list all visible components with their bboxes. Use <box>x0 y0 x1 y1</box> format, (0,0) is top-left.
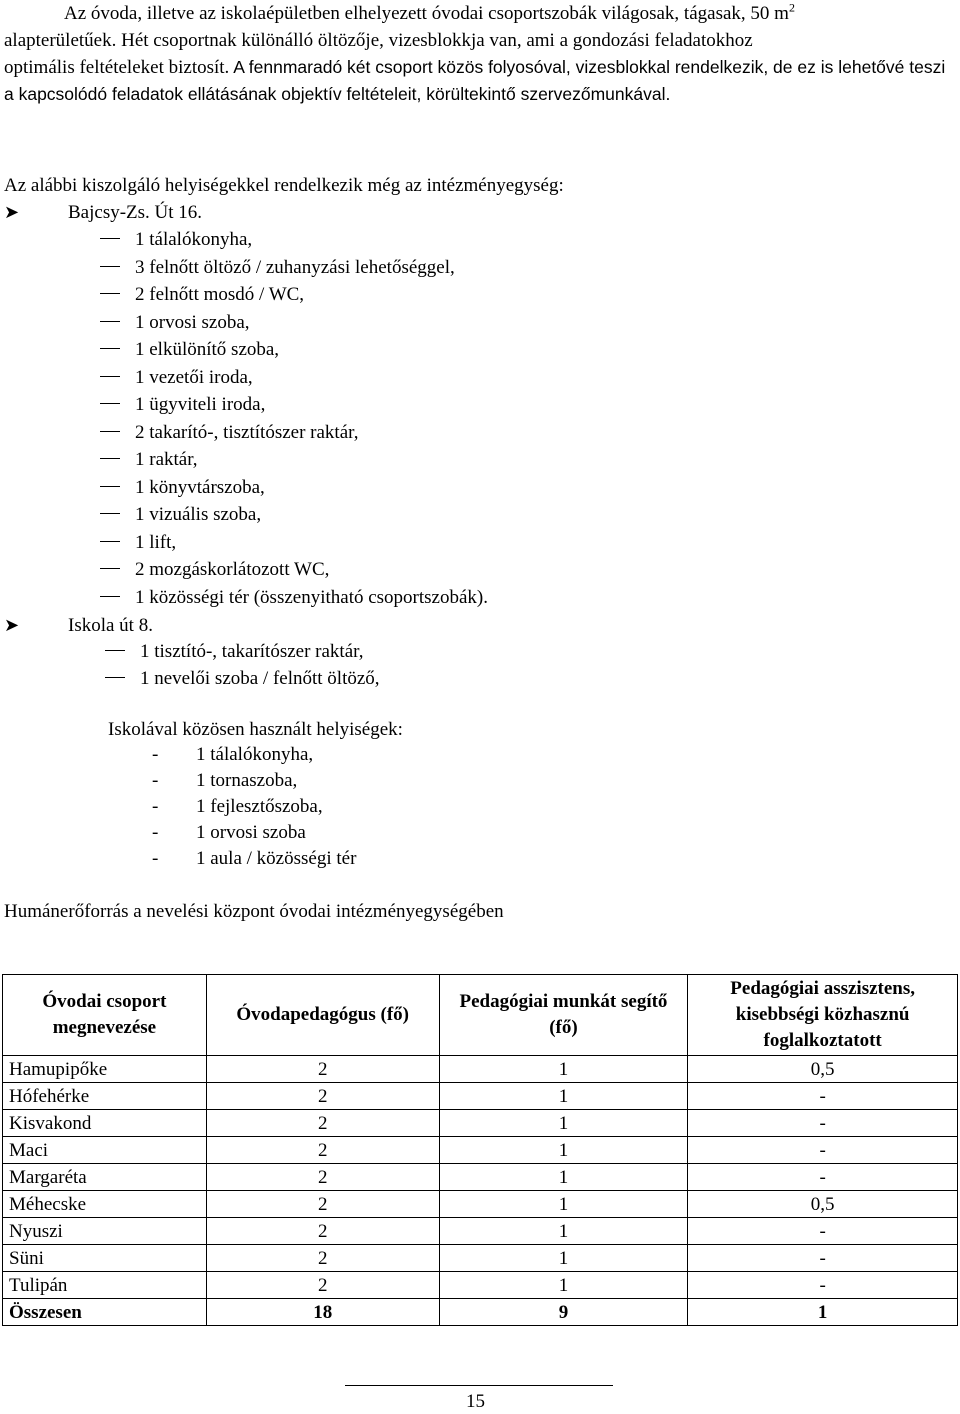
list-item <box>100 584 488 611</box>
cell-value: 2 <box>206 1056 439 1083</box>
cell-value: - <box>688 1272 958 1299</box>
dash-bullet-icon <box>100 486 120 487</box>
hyphen-bullet: - <box>152 744 159 765</box>
dash-bullet-icon <box>100 541 120 542</box>
list-item <box>152 742 313 768</box>
table-row <box>3 1110 958 1137</box>
list-item-text: 1 fejlesztőszoba, <box>196 796 323 817</box>
list-item <box>100 501 261 528</box>
cell-value: 18 <box>206 1299 439 1326</box>
cell-value: 1 <box>688 1299 958 1326</box>
list-item <box>152 846 356 872</box>
dash-bullet-icon <box>100 596 120 597</box>
hr-title: Humánerőforrás a nevelési központ óvodai intézményegységében <box>4 901 504 922</box>
cell-value: 2 <box>206 1164 439 1191</box>
cell-value: - <box>688 1110 958 1137</box>
list-item-text: 1 ügyviteli iroda, <box>135 394 266 415</box>
hr-table <box>2 974 958 1326</box>
intro-text-rest: optimális feltételeket biztosít. A fennmaradó két csoport közös folyosóval, vizesblokkal rendelkezik, de ez is lehetővé teszi a kapcsolódó feladatok ellátásának objektív feltételeit, körültekintő szervezőmunkával. <box>4 57 946 104</box>
list-item <box>100 226 252 253</box>
list-item-text: 1 vizuális szoba, <box>135 504 262 525</box>
list-item <box>100 556 329 583</box>
list-item-text: 1 könyvtárszoba, <box>135 476 265 498</box>
intro-line-2: alapterületűek. Hét csoportnak különálló öltözője, vizesblokkja van, ami a gondozási feladatokhoz <box>4 30 753 51</box>
list-item <box>100 529 176 556</box>
list-item-text: 1 elkülönítő szoba, <box>135 339 280 360</box>
cell-value: 1 <box>439 1191 688 1218</box>
cell-value: 2 <box>206 1218 439 1245</box>
footer-divider <box>345 1385 613 1386</box>
table-row <box>3 1164 958 1191</box>
cell-value: - <box>688 1245 958 1272</box>
cell-group-name: Süni <box>3 1245 207 1272</box>
list-item-text: 1 tálalókonyha, <box>196 744 314 765</box>
cell-value: - <box>688 1218 958 1245</box>
list-item-text: 1 orvosi szoba, <box>135 311 250 333</box>
cell-group-name: Hófehérke <box>3 1083 207 1110</box>
cell-value: 1 <box>439 1110 688 1137</box>
list-item-text: 1 közösségi tér (összenyitható csoportszobák). <box>135 586 488 608</box>
list-item <box>100 281 304 308</box>
table-body <box>3 1056 958 1326</box>
hyphen-bullet: - <box>152 796 159 817</box>
table-row <box>3 1245 958 1272</box>
shared-heading: Iskolával közösen használt helyiségek: <box>108 719 403 740</box>
list-item-text: 1 aula / közösségi tér <box>196 848 357 869</box>
list-item-text: 2 felnőtt mosdó / WC, <box>135 284 305 305</box>
dash-bullet-icon <box>100 266 120 267</box>
table-row <box>3 1218 958 1245</box>
list-item <box>105 665 380 692</box>
dash-bullet-icon <box>100 568 120 569</box>
table-row <box>3 1056 958 1083</box>
dash-bullet-icon <box>100 376 120 377</box>
cell-value: 2 <box>206 1083 439 1110</box>
cell-group-name: Tulipán <box>3 1272 207 1299</box>
list-item-text: 2 takarító-, tisztítószer raktár, <box>135 421 359 443</box>
list-item-text: 1 tálalókonyha, <box>135 229 253 250</box>
table-row <box>3 1191 958 1218</box>
intro-sans-text: A fennmaradó két csoport közös folyosóval, vizesblokkal rendelkezik, de ez is lehetővé teszi a kapcsolódó feladatok ellátásának objektív feltételeit, körültekintő szervezőmunkával. <box>4 57 946 104</box>
list-item <box>152 794 323 820</box>
cell-value: 2 <box>206 1110 439 1137</box>
cell-value: 2 <box>206 1137 439 1164</box>
cell-group-name: Méhecske <box>3 1191 207 1218</box>
cell-value: 1 <box>439 1245 688 1272</box>
dash-bullet-icon <box>105 650 125 651</box>
list-item-text: 2 mozgáskorlátozott WC, <box>135 559 330 580</box>
list-item <box>100 309 250 336</box>
cell-value: 1 <box>439 1164 688 1191</box>
list-item-text: 1 lift, <box>135 531 177 553</box>
hyphen-bullet: - <box>152 822 159 843</box>
cell-group-name: Maci <box>3 1137 207 1164</box>
cell-group-name: Nyuszi <box>3 1218 207 1245</box>
list-item <box>100 474 265 501</box>
header-assistants: Pedagógiai munkát segítő (fő) <box>439 975 688 1056</box>
cell-value: 9 <box>439 1299 688 1326</box>
cell-group-name: Hamupipőke <box>3 1056 207 1083</box>
cell-value: 2 <box>206 1272 439 1299</box>
list-item-text: 3 felnőtt öltöző / zuhanyzási lehetőséggel, <box>135 256 455 278</box>
list-item <box>100 336 279 363</box>
dash-bullet-icon <box>105 677 125 678</box>
dash-bullet-icon <box>100 513 120 514</box>
table-row <box>3 1083 958 1110</box>
cell-value: 1 <box>439 1218 688 1245</box>
list-item-text: 1 orvosi szoba <box>196 822 306 843</box>
list-item <box>152 768 297 794</box>
cell-value: 0,5 <box>688 1056 958 1083</box>
dash-bullet-icon <box>100 348 120 349</box>
header-group-name: Óvodai csoport megnevezése <box>3 975 207 1056</box>
hyphen-bullet: - <box>152 770 159 791</box>
cell-group-name: Kisvakond <box>3 1110 207 1137</box>
cell-value: - <box>688 1137 958 1164</box>
cell-value: 1 <box>439 1137 688 1164</box>
page-number: 15 <box>466 1391 485 1412</box>
cell-value: - <box>688 1083 958 1110</box>
list-item <box>100 254 455 281</box>
intro-line-1: Az óvoda, illetve az iskolaépületben elhelyezett óvodai csoportszobák világosak, tágasak, 50 $m^2$ <box>64 0 795 24</box>
table-row <box>3 1272 958 1299</box>
bajcsy-heading: ➤ Bajcsy-Zs. Út 16. <box>4 199 202 226</box>
cell-group-name: Összesen <box>3 1299 207 1326</box>
list-item <box>100 446 198 473</box>
list-item <box>100 391 265 418</box>
list-item-text: 1 nevelői szoba / felnőtt öltöző, <box>140 668 380 689</box>
arrow-bullet-icon: ➤ <box>4 202 20 222</box>
cell-value: 0,5 <box>688 1191 958 1218</box>
list-item <box>100 364 253 391</box>
iskola-heading: ➤ Iskola út 8. <box>4 612 153 639</box>
arrow-bullet-icon: ➤ <box>4 615 20 635</box>
table-header-row <box>3 975 958 1056</box>
header-teachers: Óvodapedagógus (fő) <box>206 975 439 1056</box>
list-item-text: 1 tisztító-, takarítószer raktár, <box>140 641 364 662</box>
cell-value: 2 <box>206 1245 439 1272</box>
cell-value: 1 <box>439 1056 688 1083</box>
cell-value: 1 <box>439 1272 688 1299</box>
dash-bullet-icon <box>100 403 120 404</box>
list-item-text: 1 vezetői iroda, <box>135 366 253 388</box>
dash-bullet-icon <box>100 321 120 322</box>
intro-paragraph <box>4 0 952 108</box>
cell-group-name: Margaréta <box>3 1164 207 1191</box>
list-item <box>152 820 306 846</box>
lead-text: Az alábbi kiszolgáló helyiségekkel rendelkezik még az intézményegység: <box>4 175 564 196</box>
dash-bullet-icon <box>100 293 120 294</box>
header-pedagogical-assistant: Pedagógiai asszisztens, kisebbségi közhasznú foglalkoztatott <box>688 975 958 1056</box>
cell-value: 1 <box>439 1083 688 1110</box>
list-item-text: 1 tornaszoba, <box>196 770 298 791</box>
dash-bullet-icon <box>100 458 120 459</box>
table-total-row <box>3 1299 958 1326</box>
dash-bullet-icon <box>100 431 120 432</box>
table-row <box>3 1137 958 1164</box>
list-item-text: 1 raktár, <box>135 449 198 470</box>
hyphen-bullet: - <box>152 848 159 869</box>
list-item <box>105 638 363 665</box>
cell-value: - <box>688 1164 958 1191</box>
cell-value: 2 <box>206 1191 439 1218</box>
dash-bullet-icon <box>100 238 120 239</box>
list-item <box>100 419 358 446</box>
